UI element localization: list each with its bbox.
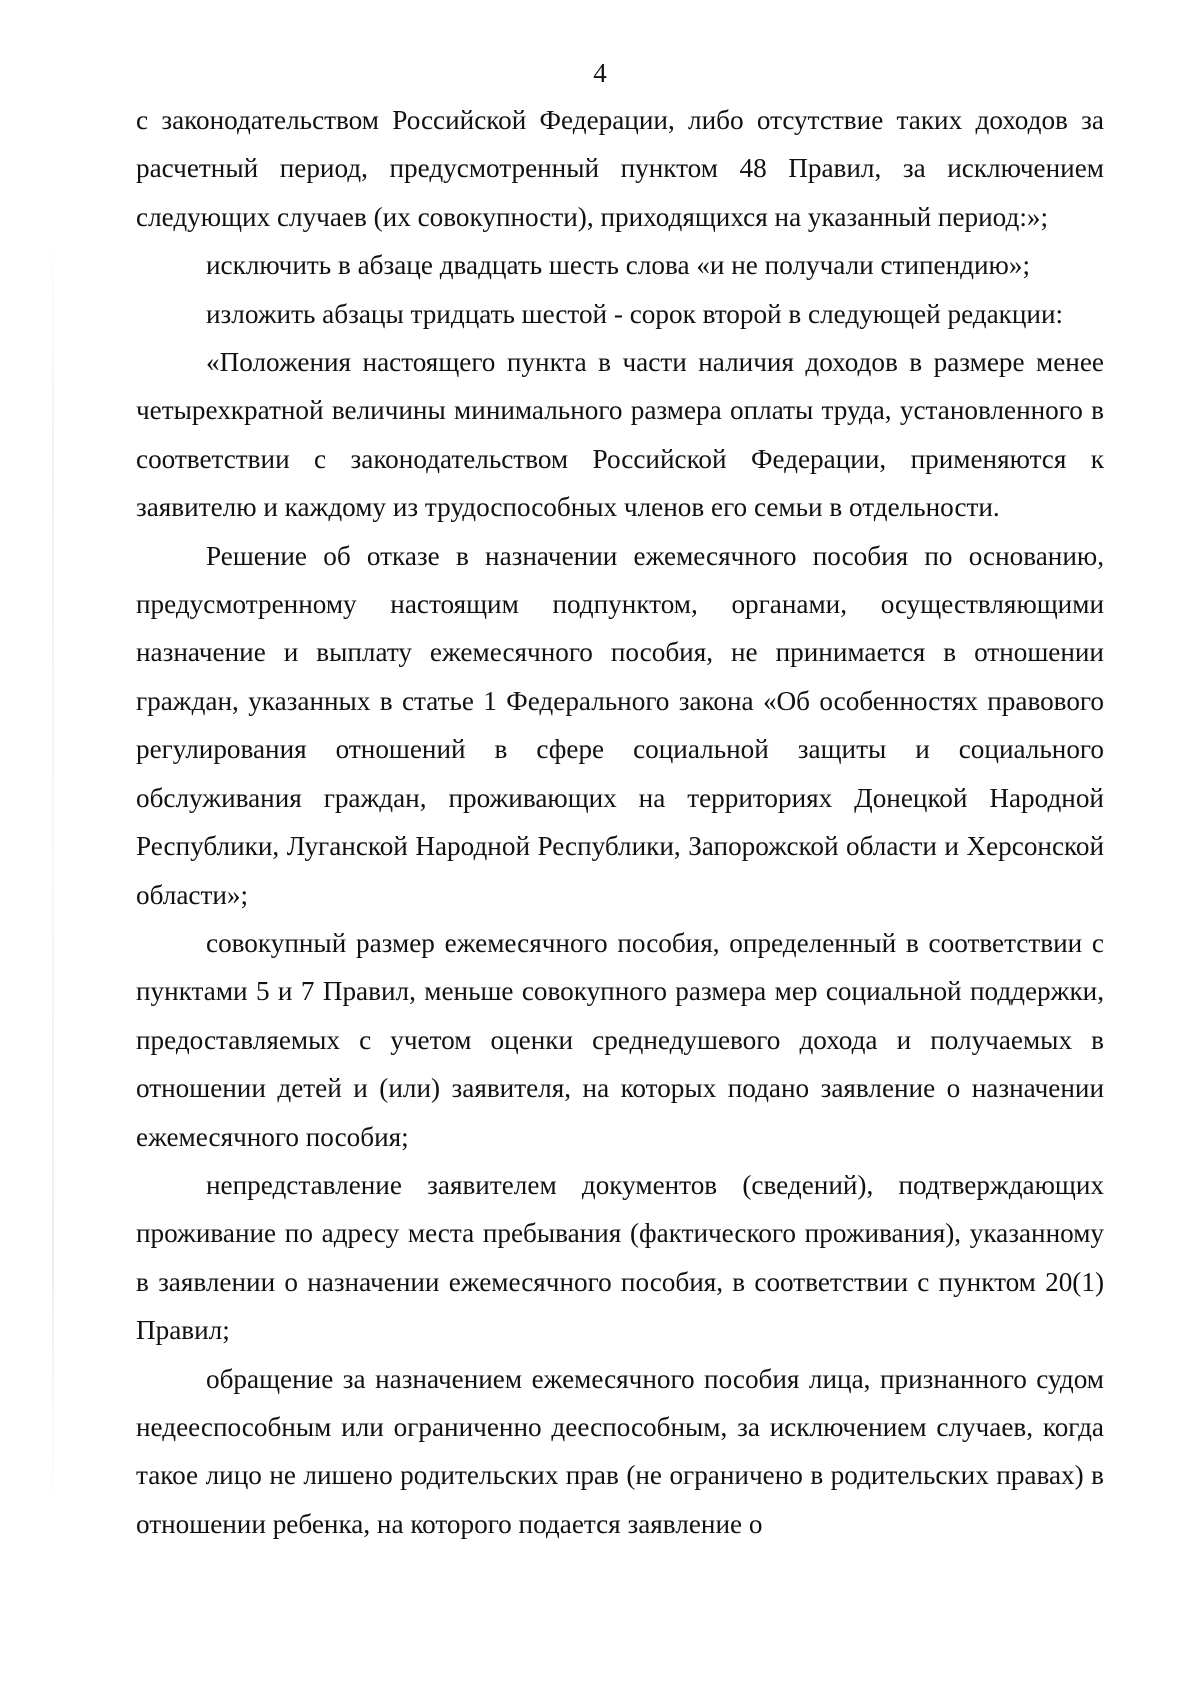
paragraph-continuation: с законодательством Российской Федерации, либо отсутствие таких доходов за расчетный период, предусмотренный пунктом 48 Правил, за исключением следующих случаев (их совокупности), приходящихся на указанный период:»;	[136, 105, 1104, 232]
paragraph: исключить в абзаце двадцать шесть слова «и не получали стипендию»;	[206, 250, 1031, 281]
document-body	[136, 96, 1104, 1548]
paragraph: «Положения настоящего пункта в части наличия доходов в размере менее четырехкратной величины минимального размера оплаты труда, установленного в соответствии с законодательством Российской Федерации, применяются к заявителю и каждому из трудоспособных членов его семьи в отдельности.	[136, 347, 1104, 523]
page-number: 4	[593, 58, 607, 88]
paragraph: совокупный размер ежемесячного пособия, определенный в соответствии с пунктами 5 и 7 Правил, меньше совокупного размера мер социальной поддержки, предоставляемых с учетом оценки среднедушевого дохода и получаемых в отношении детей и (или) заявителя, на которых подано заявление о назначении ежемесячного пособия;	[136, 927, 1104, 1152]
paragraph: обращение за назначением ежемесячного пособия лица, признанного судом недееспособным или ограниченно дееспособным, за исключением случаев, когда такое лицо не лишено родительских прав (не ограничено в родительских правах) в отношении ребенка, на которого подается заявление о	[136, 1363, 1104, 1539]
paragraph: изложить абзацы тридцать шестой - сорок второй в следующей редакции:	[206, 298, 1064, 329]
paragraph: непредставление заявителем документов (сведений), подтверждающих проживание по адресу места пребывания (фактического проживания), указанному в заявлении о назначении ежемесячного пособия, в соответствии с пунктом 20(1) Правил;	[136, 1169, 1104, 1346]
paragraph: Решение об отказе в назначении ежемесячного пособия по основанию, предусмотренному настоящим подпунктом, органами, осуществляющими назначение и выплату ежемесячного пособия, не принимается в отношении граждан, указанных в статье 1 Федерального закона «Об особенностях правового регулирования отношений в сфере социальной защиты и социального обслуживания граждан, проживающих на территориях Донецкой Народной Республики, Луганской Народной Республики, Запорожской области и Херсонской области»;	[136, 540, 1104, 910]
scan-edge-shadow	[52, 220, 54, 1520]
